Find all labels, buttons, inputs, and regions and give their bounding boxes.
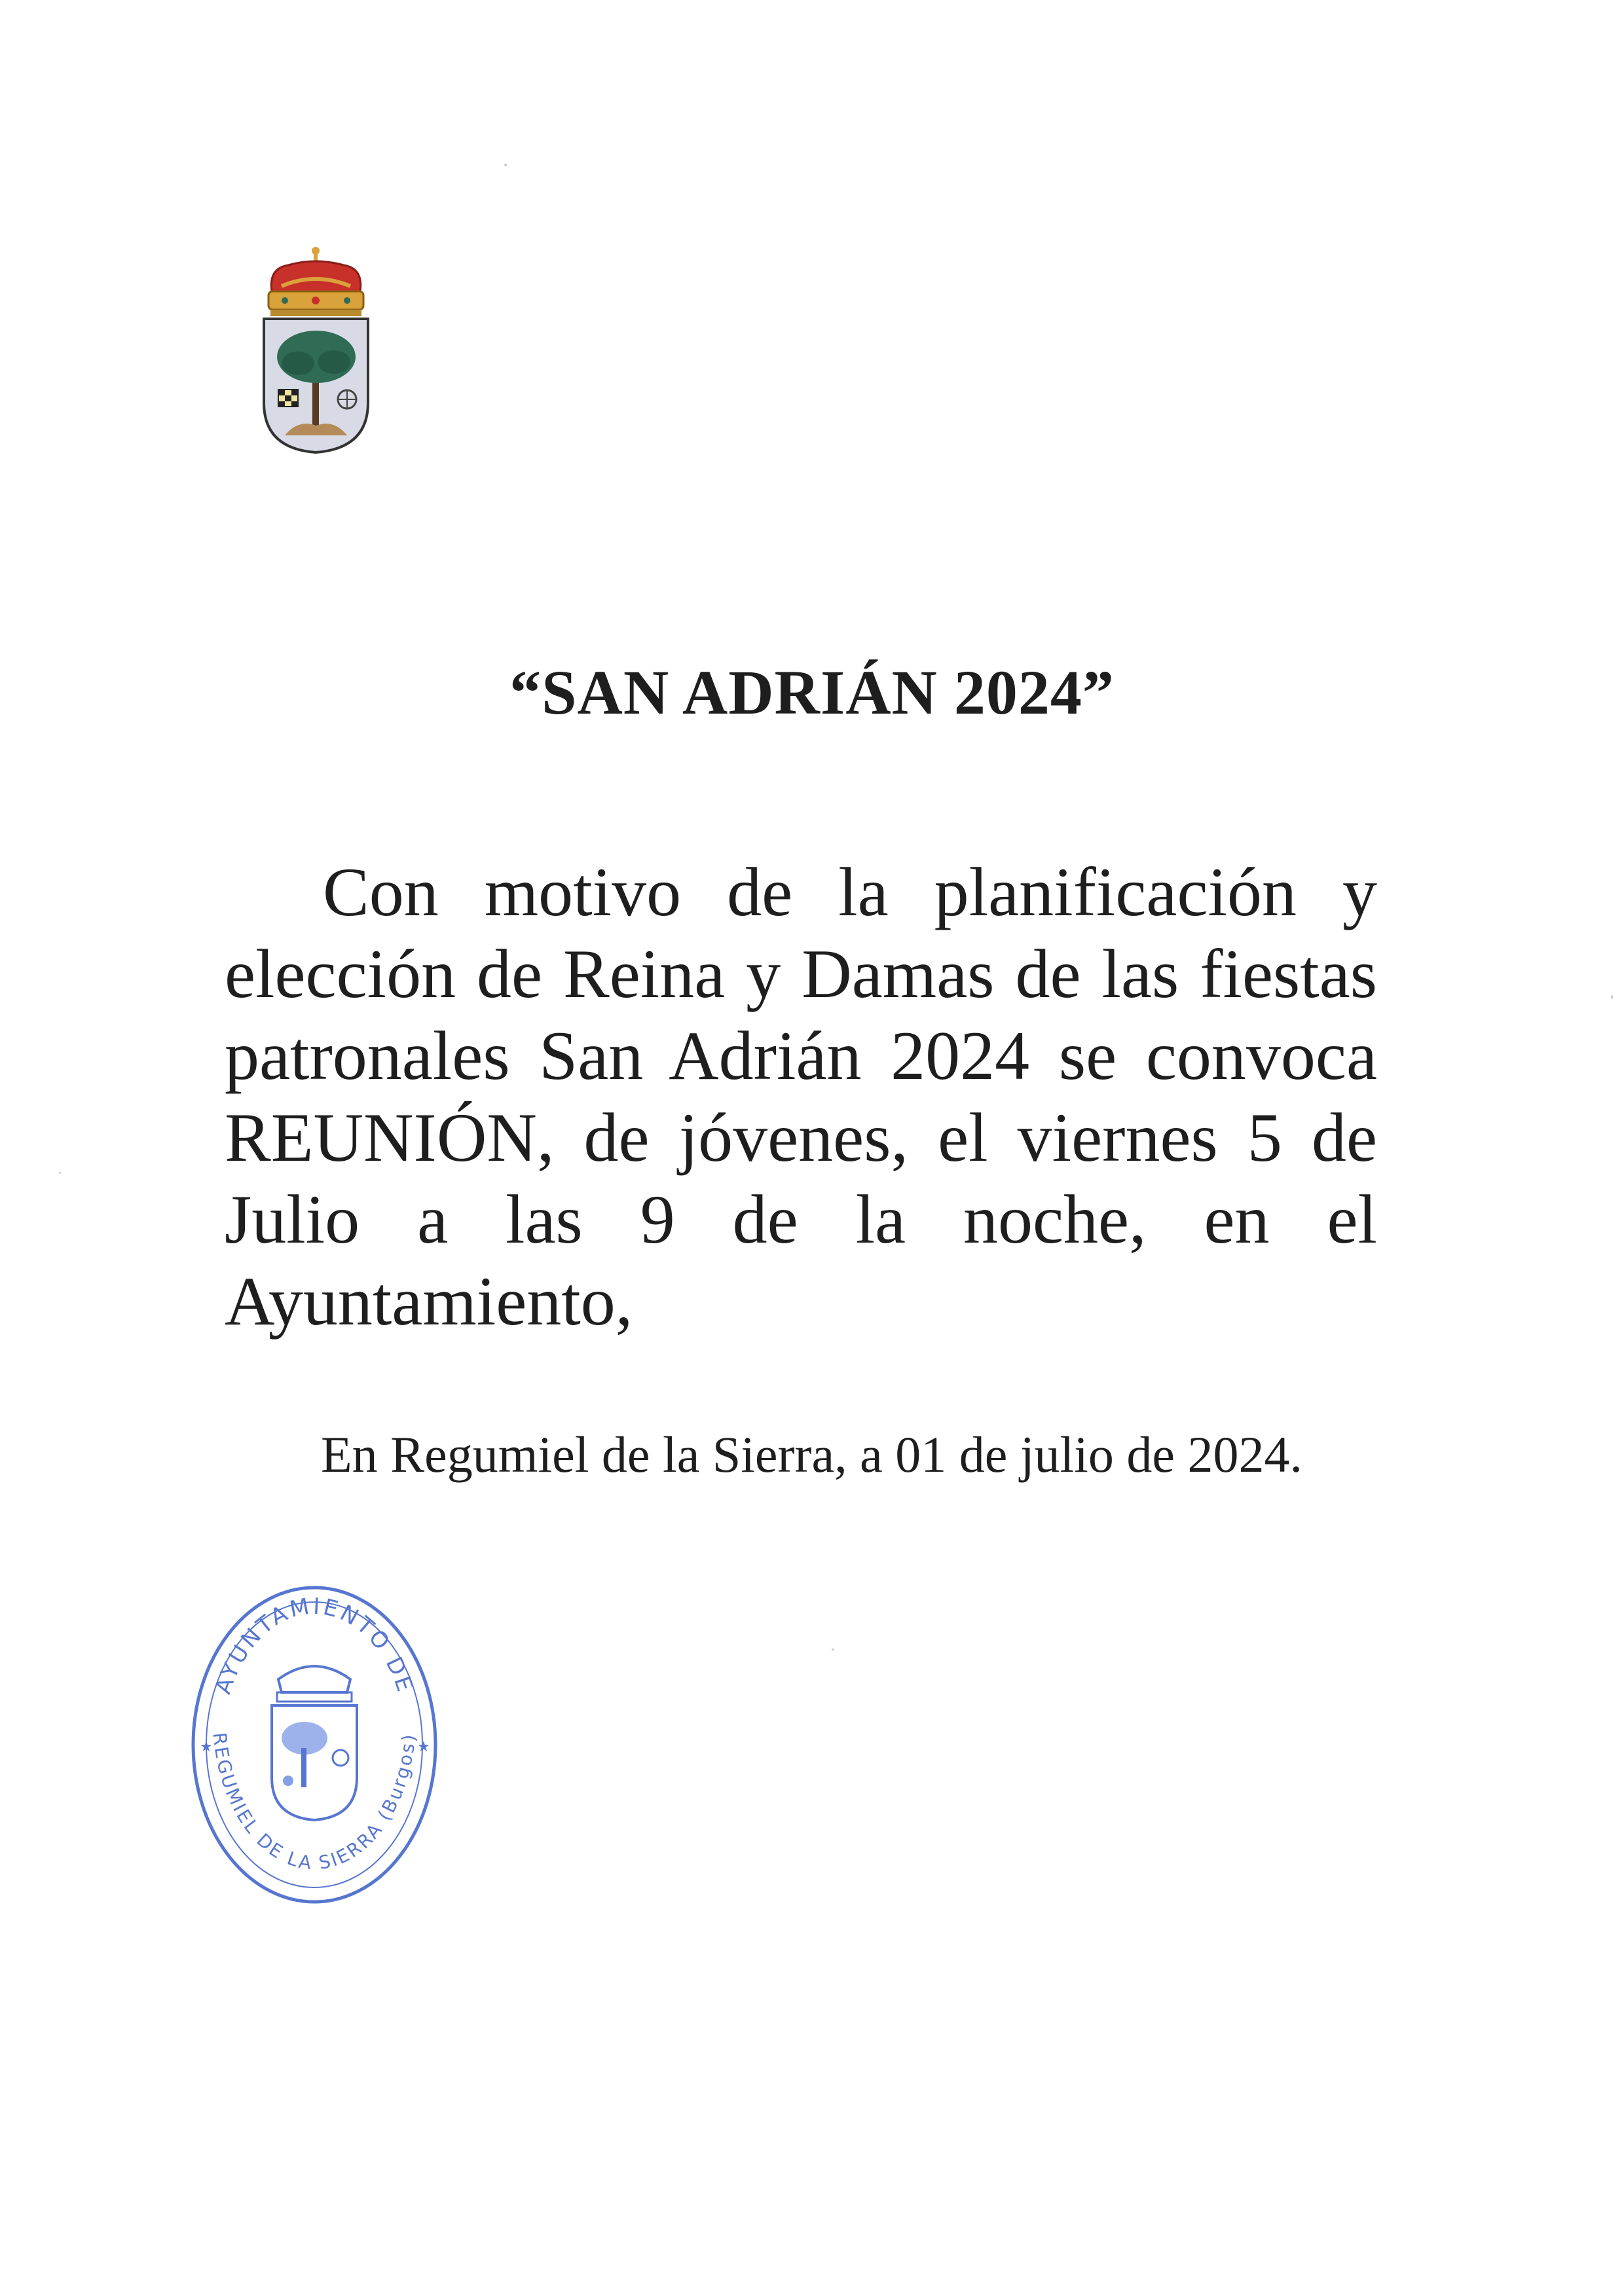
svg-text:★: ★: [417, 1738, 430, 1755]
official-stamp: [187, 1581, 442, 1908]
svg-text:★: ★: [200, 1738, 213, 1755]
scan-speck: [59, 1172, 61, 1174]
svg-text:AYUNTAMIENTO DE: AYUNTAMIENTO DE: [210, 1593, 419, 1698]
scan-speck: [832, 1649, 834, 1650]
scan-speck: [1611, 995, 1613, 999]
svg-text:REGUMIEL DE LA SIERRA (Burgos): REGUMIEL DE LA SIERRA (Burgos): [208, 1731, 420, 1874]
coat-of-arms-logo: [259, 246, 373, 455]
document-title: “SAN ADRIÁN 2024”: [509, 657, 1115, 727]
scan-speck: [504, 164, 507, 166]
place-and-date: En Regumiel de la Sierra, a 01 de julio de 2024.: [321, 1426, 1302, 1483]
shield-icon: [264, 319, 368, 452]
crown-icon: [268, 247, 363, 316]
announcement-body: Con motivo de la planificación y elección de Reina y Damas de las fiestas patronales San Adrián 2024 se convoca REUNIÓN, de jóvenes, el viernes 5 de Julio a las 9 de la noche, en el Ayuntamiento,: [225, 854, 1377, 1339]
